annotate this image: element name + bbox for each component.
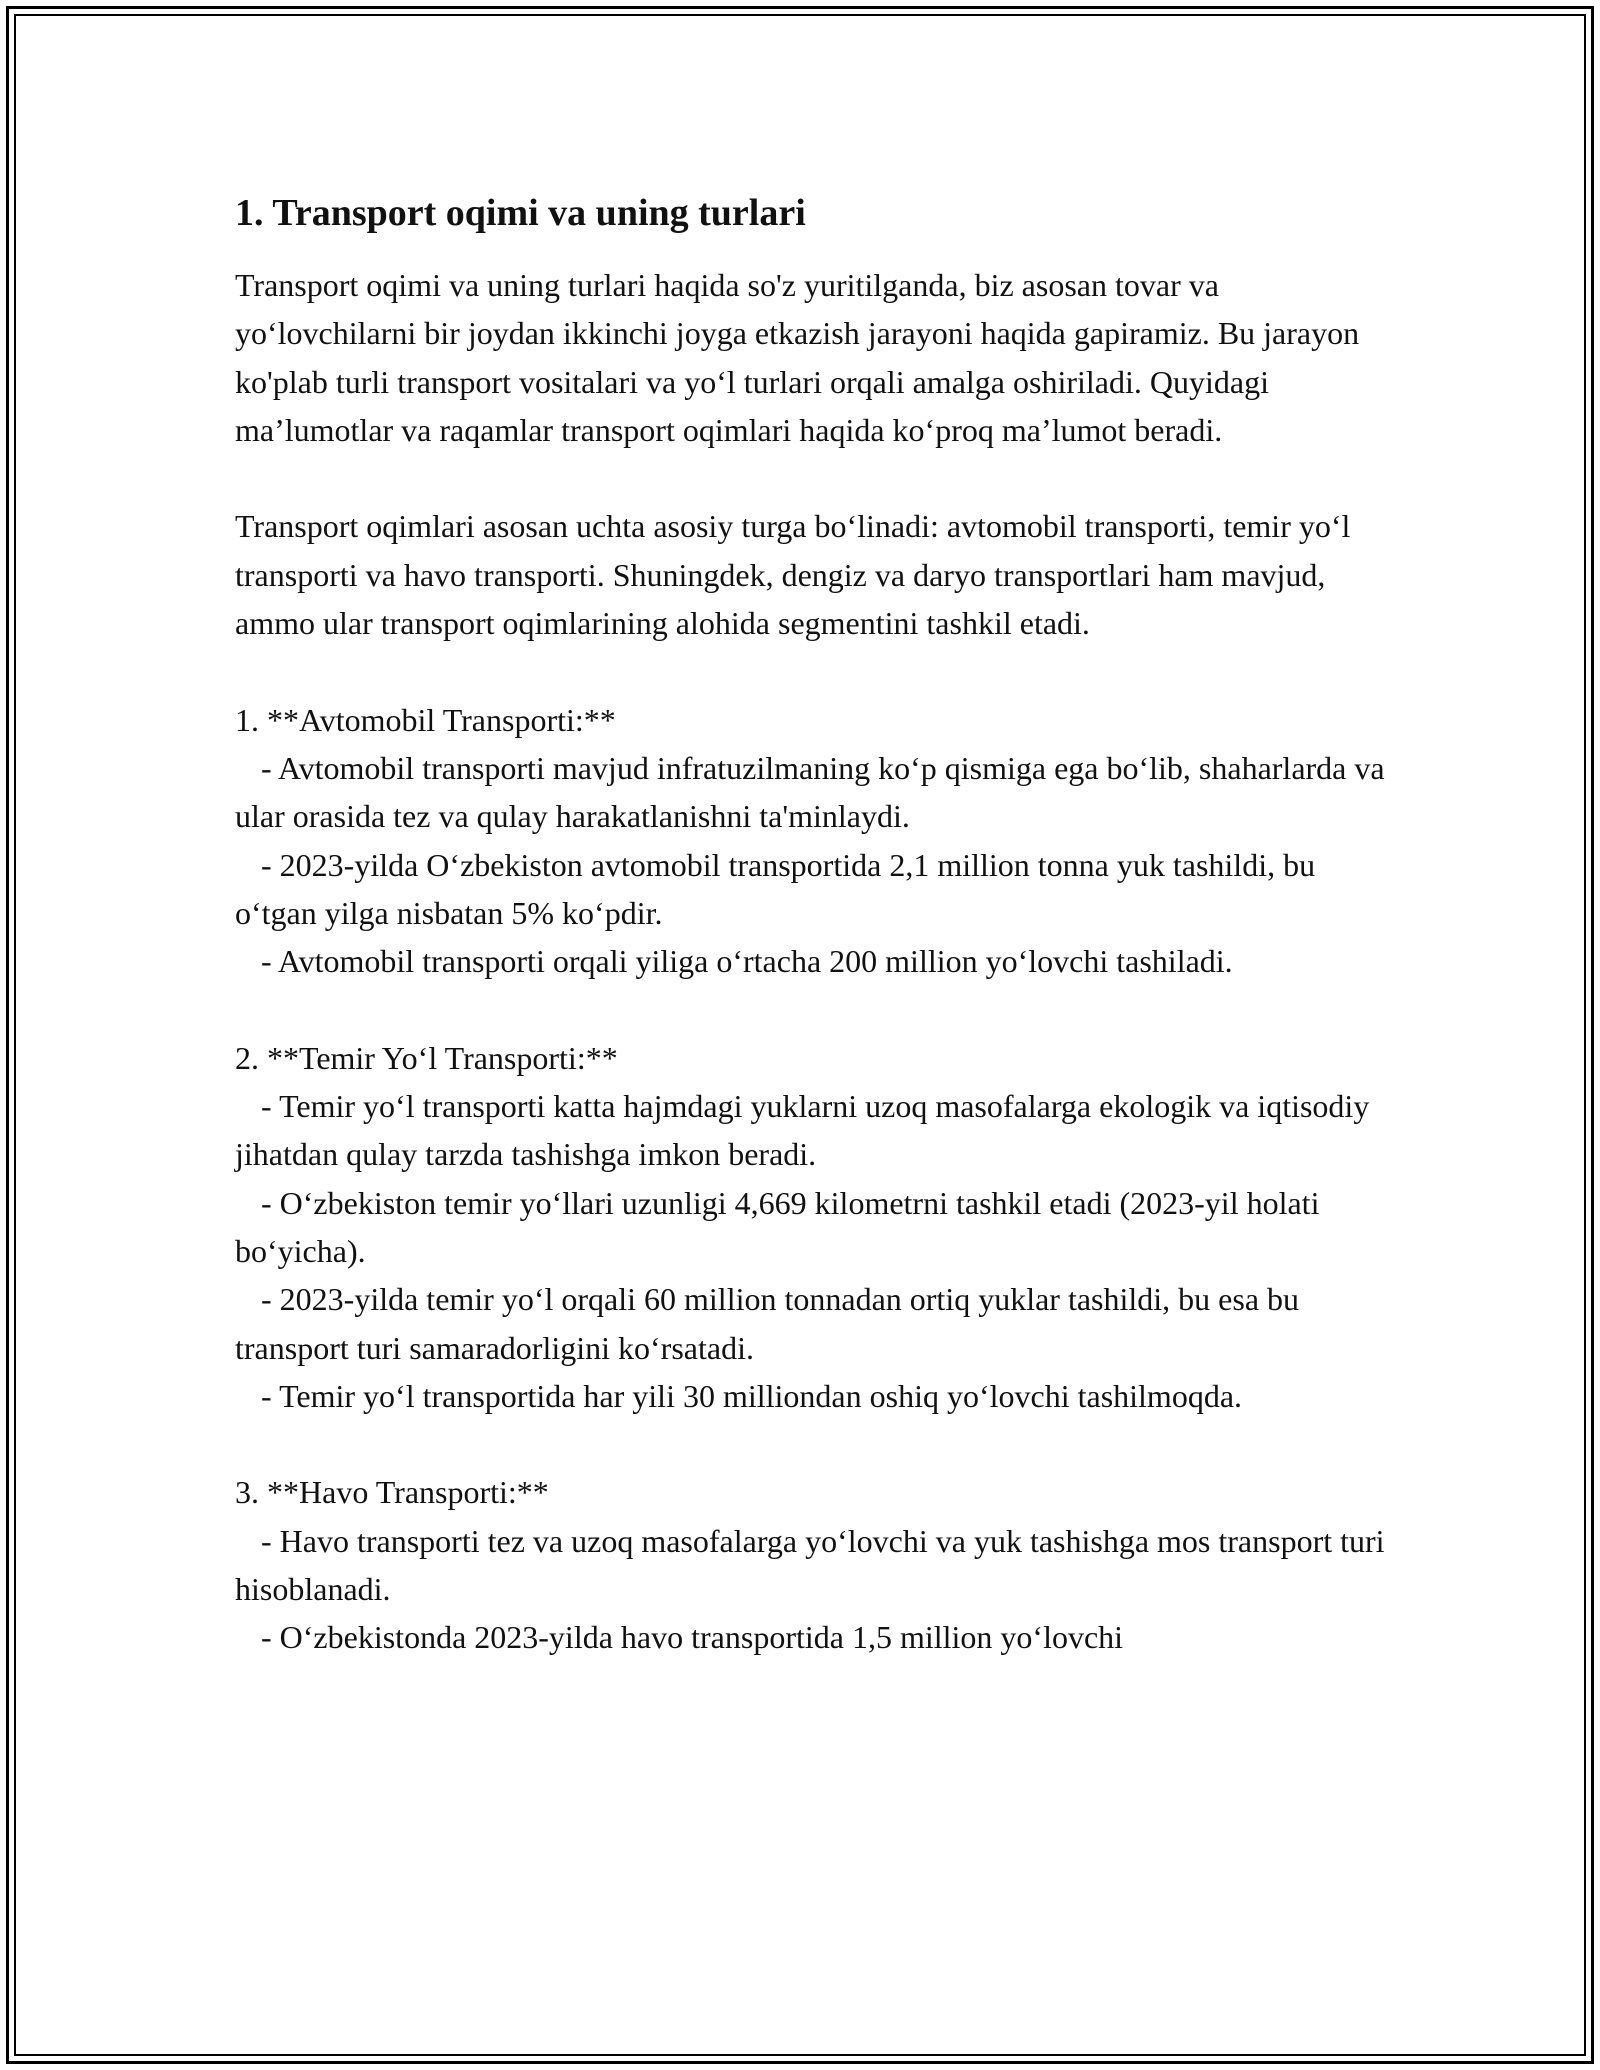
list-item: - Havo transporti tez va uzoq masofalarga yo‘lovchi va yuk tashishga mos transport turi hisoblanadi. (235, 1522, 1393, 1608)
section-heading: 3. **Havo Transporti:** (235, 1474, 549, 1511)
spacer (235, 1420, 1385, 1468)
section-temir-yol (235, 1034, 1385, 1420)
document-body (235, 185, 1393, 1662)
spacer (235, 647, 1385, 695)
section-heading: 2. **Temir Yo‘l Transporti:** (235, 1039, 618, 1076)
list-item: - Temir yo‘l transportida har yili 30 milliondan oshiq yo‘lovchi tashilmoqda. (261, 1377, 1243, 1414)
list-item: - Avtomobil transporti mavjud infratuzilmaning ko‘p qismiga ega bo‘lib, shaharlarda va ular orasida tez va qulay harakatlanishni ta'minlaydi. (235, 749, 1393, 835)
intro-paragraph: Transport oqimi va uning turlari haqida so'z yuritilganda, biz asosan tovar va yo‘lovchilarni bir joydan ikkinchi joyga etkazish jarayoni haqida gapiramiz. Bu jarayon ko'plab turli transport vositalari va yo‘l turlari orqali amalga oshiriladi. Quyidagi ma’lumotlar va raqamlar transport oqimlari haqida ko‘proq ma’lumot beradi. (235, 267, 1368, 448)
spacer (235, 985, 1385, 1033)
section-title: 1. Transport oqimi va uning turlari (235, 192, 806, 234)
section-havo (235, 1468, 1393, 1661)
list-item: - Temir yo‘l transporti katta hajmdagi yuklarni uzoq masofalarga ekologik va iqtisodiy jihatdan qulay tarzda tashishga imkon beradi. (235, 1088, 1378, 1173)
list-item: - Avtomobil transporti orqali yiliga o‘rtacha 200 million yo‘lovchi tashiladi. (261, 943, 1233, 980)
section-heading: 1. **Avtomobil Transporti:** (235, 701, 616, 738)
list-item: - O‘zbekistonda 2023-yilda havo transportida 1,5 million yo‘lovchi (261, 1619, 1124, 1656)
list-item: - 2023-yilda O‘zbekiston avtomobil transportida 2,1 million tonna yuk tashildi, bu o‘tgan yilga nisbatan 5% ko‘pdir. (235, 846, 1324, 931)
list-item: - O‘zbekiston temir yo‘llari uzunligi 4,669 kilometrni tashkil etadi (2023-yil holati bo‘yicha). (235, 1184, 1328, 1269)
overview-paragraph: Transport oqimlari asosan uchta asosiy turga bo‘linadi: avtomobil transporti, temir yo‘l transporti va havo transporti. Shuningdek, dengiz va daryo transportlari ham mavjud, ammo ular transport oqimlarining alohida segmentini tashkil etadi. (235, 508, 1359, 642)
spacer (235, 454, 1385, 502)
section-avtomobil (235, 696, 1393, 986)
list-item: - 2023-yilda temir yo‘l orqali 60 million tonnadan ortiq yuklar tashildi, bu esa bu transport turi samaradorligini ko‘rsatadi. (235, 1281, 1308, 1366)
